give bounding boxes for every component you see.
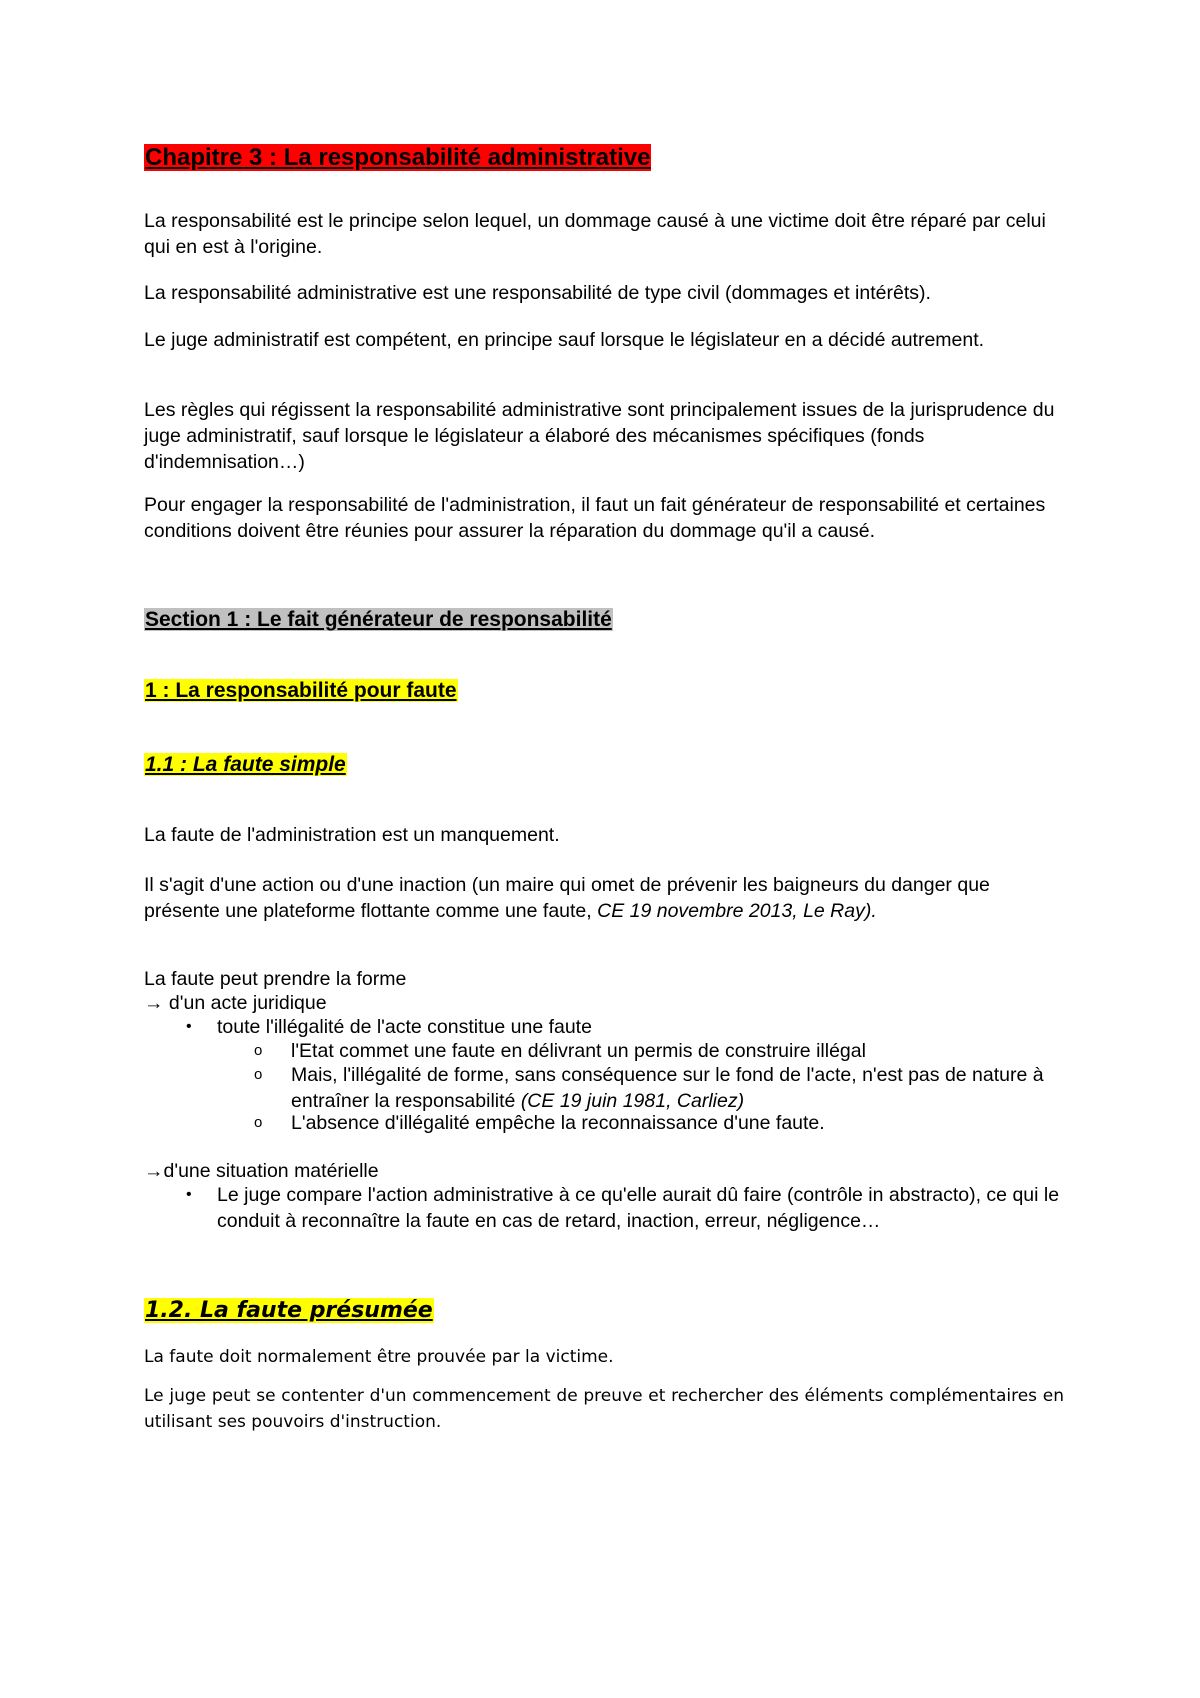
list-item-acte-text: toute l'illégalité de l'acte constitue une faute [217,1016,592,1038]
paragraph-preuve-victime: La faute doit normalement être prouvée par la victime. [144,1347,614,1367]
sublist-item-1 [144,1038,1064,1064]
paragraph-action-inaction [144,872,1064,924]
subsection-1-2-heading-block [144,1297,1064,1325]
sublist-item-2-plain: Mais, l'illégalité de forme, sans conséquence sur le fond de l'acte, n'est pas de nature à entraîner la responsabilité [291,1064,1044,1112]
sub-bullet-glyph: o [254,1114,263,1131]
subsection-1-heading-block [144,678,1064,704]
paragraph-forme-intro: La faute peut prendre la forme [144,968,407,990]
case-citation-carliez: (CE 19 juin 1981, Carliez) [520,1090,745,1112]
sublist-item-3 [144,1110,1064,1136]
subsection-1-1-heading: 1.1 : La faute simple [145,753,346,776]
paragraph-commencement-preuve: Le juge peut se contenter d'un commencement de preuve et rechercher des éléments complémentaires en utilisant ses pouvoirs d'instruction. [144,1386,1064,1432]
paragraph-action-inaction-text: Il s'agit d'une action ou d'une inaction (un maire qui omet de prévenir les baigneurs du danger que présente une plateforme flottante comme une faute, [144,874,990,922]
sub-bullet-glyph: o [254,1066,263,1083]
sub-bullet-glyph: o [254,1042,263,1059]
intro-paragraph-2: La responsabilité administrative est une responsabilité de type civil (dommages et intérêts). [144,282,931,304]
intro-paragraph-1: La responsabilité est le principe selon lequel, un dommage causé à une victime doit être réparé par celui qui en est à l'origine. [144,210,1046,258]
paragraph-faute-manquement: La faute de l'administration est un manquement. [144,824,560,846]
sublist-item-2-text [291,1062,1064,1114]
line-situation-materielle: →d'une situation matérielle [144,1160,379,1182]
section-1-heading-block [144,607,1064,633]
chapter-title: Chapitre 3 : La responsabilité administrative [145,144,651,171]
chapter-title-block [144,143,1064,173]
subsection-1-1-heading-block [144,752,1064,778]
sublist-item-1-text: l'Etat commet une faute en délivrant un permis de construire illégal [291,1040,866,1062]
sublist-item-3-text: L'absence d'illégalité empêche la reconnaissance d'une faute. [291,1112,825,1134]
list-item-acte [144,1014,1064,1040]
subsection-1-heading: 1 : La responsabilité pour faute [145,679,457,702]
intro-paragraph-3: Le juge administratif est compétent, en principe sauf lorsque le législateur en a décidé autrement. [144,329,985,351]
subsection-1-2-heading: 1.2. La faute présumée [145,1298,433,1323]
case-citation-le-ray: CE 19 novembre 2013, Le Ray). [597,900,877,922]
intro-paragraph-5: Pour engager la responsabilité de l'administration, il faut un fait générateur de responsabilité et certaines conditions doivent être réunies pour assurer la réparation du dommage qu'il a causé. [144,494,1046,542]
bullet-glyph: • [186,1018,192,1035]
section-1-heading: Section 1 : Le fait générateur de responsabilité [145,608,612,631]
list-item-situation [144,1182,1064,1260]
list-item-situation-text: Le juge compare l'action administrative à ce qu'elle aurait dû faire (contrôle in abstracto), ce qui le conduit à reconnaître la faute en cas de retard, inaction, erreur, négligence… [217,1184,1060,1232]
intro-paragraph-4: Les règles qui régissent la responsabilité administrative sont principalement issues de la jurisprudence du juge administratif, sauf lorsque le législateur a élaboré des mécanismes spécifiques (fonds d'indemnisation…) [144,399,1055,473]
line-acte-juridique: → d'un acte juridique [144,992,327,1014]
sublist-item-2 [144,1062,1064,1114]
bullet-glyph: • [186,1186,192,1203]
